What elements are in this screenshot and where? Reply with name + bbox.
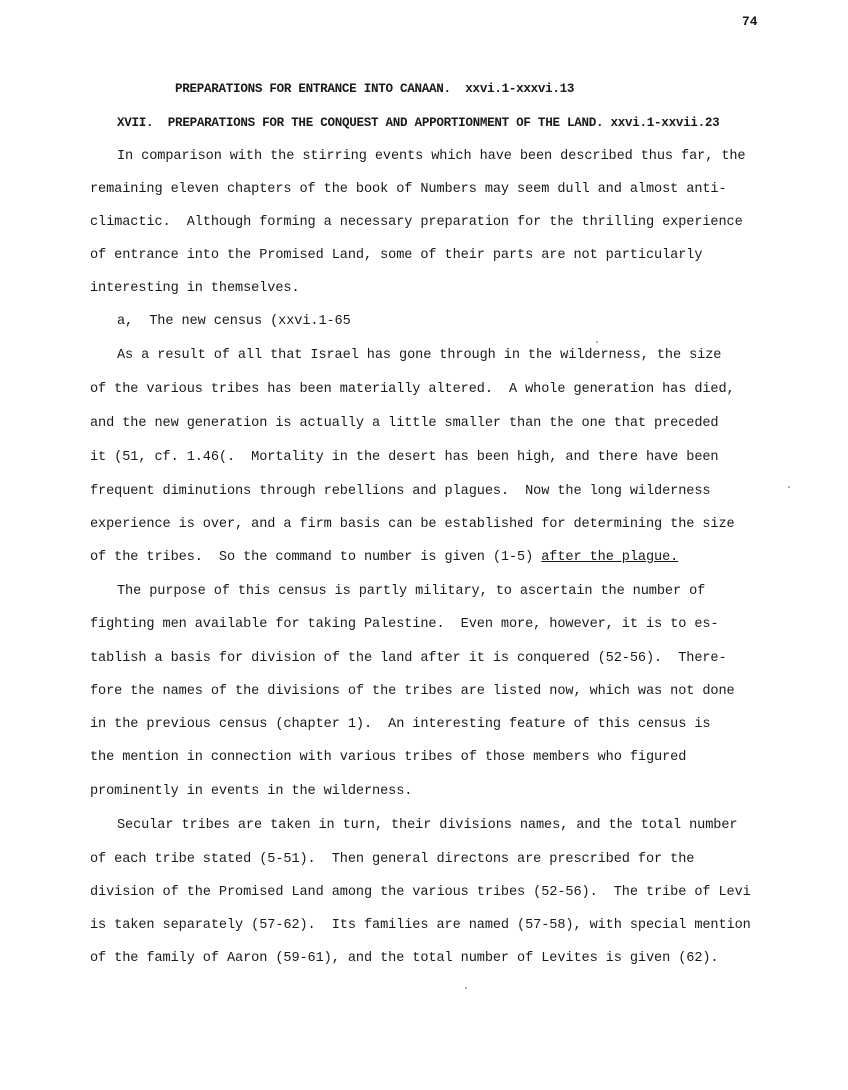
- text-line: it (51, cf. 1.46(. Mortality in the desert has been high, and there have been: [90, 450, 719, 465]
- section-heading: PREPARATIONS FOR ENTRANCE INTO CANAAN. xxvi.1-xxxvi.13: [175, 82, 575, 96]
- text-line: is taken separately (57-62). Its families are named (57-58), with special mention: [90, 918, 751, 933]
- text-line: As a result of all that Israel has gone through in the wilderness, the size: [117, 348, 722, 363]
- scan-speck: [788, 486, 790, 488]
- text-line: climactic. Although forming a necessary preparation for the thrilling experience: [90, 215, 743, 230]
- text-line: of the family of Aaron (59-61), and the total number of Levites is given (62).: [90, 951, 719, 966]
- text-segment: of the tribes. So the command to number is given (1-5): [90, 550, 542, 565]
- text-line: of entrance into the Promised Land, some of their parts are not particularly: [90, 248, 703, 263]
- scan-speck: [596, 341, 598, 343]
- chapter-heading: XVII. PREPARATIONS FOR THE CONQUEST AND APPORTIONMENT OF THE LAND. xxvi.1-xxvii.23: [117, 116, 720, 130]
- text-line: of each tribe stated (5-51). Then general directons are prescribed for the: [90, 852, 695, 867]
- text-line: experience is over, and a firm basis can be established for determining the size: [90, 517, 735, 532]
- text-line: Secular tribes are taken in turn, their divisions names, and the total number: [117, 818, 738, 833]
- text-line: division of the Promised Land among the various tribes (52-56). The tribe of Levi: [90, 885, 751, 900]
- text-line: fore the names of the divisions of the tribes are listed now, which was not done: [90, 684, 735, 699]
- text-line: prominently in events in the wilderness.: [90, 784, 413, 799]
- text-line: of the various tribes has been materially altered. A whole generation has died,: [90, 382, 735, 397]
- text-line: in the previous census (chapter 1). An interesting feature of this census is: [90, 717, 711, 732]
- text-line: the mention in connection with various tribes of those members who figured: [90, 750, 687, 765]
- text-line: In comparison with the stirring events which have been described thus far, the: [117, 149, 746, 164]
- page-number: 74: [742, 14, 758, 29]
- text-line: The purpose of this census is partly military, to ascertain the number of: [117, 584, 706, 599]
- underlined-phrase: after the plague.: [541, 550, 679, 565]
- text-line: frequent diminutions through rebellions and plagues. Now the long wilderness: [90, 484, 711, 499]
- text-line: tablish a basis for division of the land after it is conquered (52-56). There-: [90, 651, 727, 666]
- text-line: and the new generation is actually a little smaller than the one that preceded: [90, 416, 719, 431]
- text-line: remaining eleven chapters of the book of Numbers may seem dull and almost anti-: [90, 182, 727, 197]
- text-line: fighting men available for taking Palestine. Even more, however, it is to es-: [90, 617, 719, 632]
- scan-speck: [465, 987, 467, 989]
- subsection-heading: a, The new census (xxvi.1-65: [117, 314, 351, 329]
- text-line: [90, 550, 678, 565]
- text-line: interesting in themselves.: [90, 281, 300, 296]
